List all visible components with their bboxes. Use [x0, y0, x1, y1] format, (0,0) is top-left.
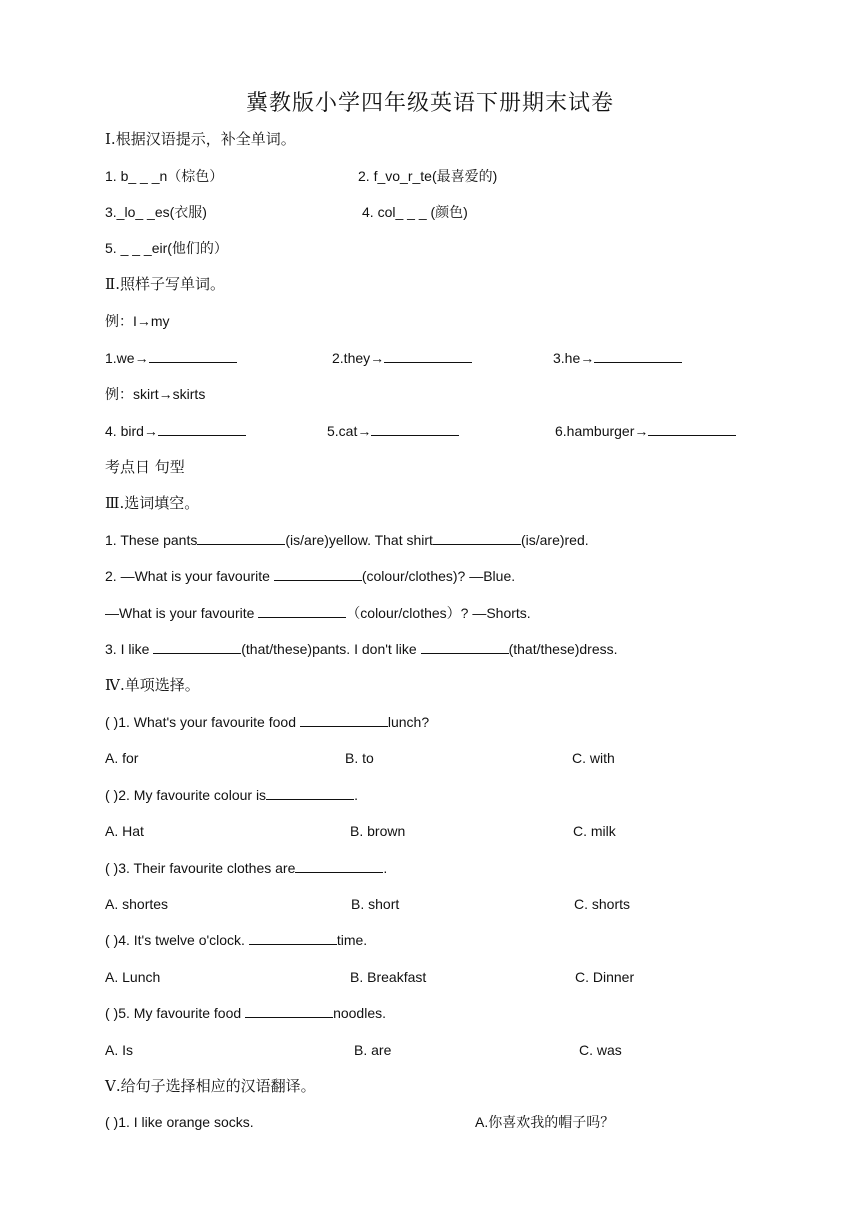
- answer-blank: [300, 712, 388, 727]
- part1-q5: 5. _ _ _eir(他们的）: [105, 240, 228, 256]
- option-a: A. Lunch: [105, 969, 161, 985]
- mc-stem-b: time.: [336, 932, 368, 948]
- section-note: 考点日 句型: [105, 458, 185, 476]
- part2-q3-label: 3.he→: [553, 350, 595, 366]
- option-b: B. brown: [350, 823, 406, 839]
- part5-a1: A.你喜欢我的帽子吗？: [475, 1114, 615, 1130]
- mc-stem-a: ( )3. Their favourite clothes are: [105, 860, 296, 876]
- option-c: C. shorts: [574, 896, 631, 912]
- answer-blank: [371, 421, 459, 436]
- part2-example1: 例：I→my: [105, 313, 170, 329]
- option-b: B. are: [354, 1042, 392, 1058]
- mc-stem-a: ( )5. My favourite food: [105, 1005, 246, 1021]
- answer-blank: [149, 348, 237, 363]
- part2-q5-label: 5.cat→: [327, 423, 372, 439]
- mc-stem-b: noodles.: [333, 1005, 386, 1021]
- part2-q6-label: 6.hamburger→: [555, 423, 649, 439]
- part3-q1-text-c: (is/are)red.: [520, 532, 589, 548]
- part1-heading: Ⅰ.根据汉语提示，补全单词。: [105, 130, 296, 148]
- mc-stem-a: ( )2. My favourite colour is: [105, 787, 267, 803]
- answer-blank: [158, 421, 246, 436]
- mc-question-5: [105, 1001, 386, 1025]
- part3-q2-second: [105, 601, 531, 625]
- mc-stem-a: ( )1. What's your favourite food: [105, 714, 300, 730]
- mc-question-2: [105, 783, 358, 807]
- part3-q3-text-a: 3. I like: [105, 641, 154, 657]
- answer-blank: [295, 858, 383, 873]
- part3-q3-text-c: (that/these)dress.: [508, 641, 618, 657]
- option-a: A. Is: [105, 1042, 134, 1058]
- mc-question-3: [105, 856, 387, 880]
- part3-q1-text-a: 1. These pants: [105, 532, 198, 548]
- answer-blank: [421, 639, 509, 654]
- option-c: C. Dinner: [575, 969, 635, 985]
- option-a: A. shortes: [105, 896, 169, 912]
- part2-q1: [105, 346, 237, 370]
- option-b: B. Breakfast: [350, 969, 427, 985]
- answer-blank: [197, 530, 285, 545]
- answer-blank: [266, 785, 354, 800]
- part2-q1-label: 1.we→: [105, 350, 149, 366]
- part2-q6: [555, 419, 736, 443]
- part5-q1: ( )1. I like orange socks.: [105, 1114, 254, 1130]
- answer-blank: [249, 930, 337, 945]
- mc-question-4: [105, 928, 367, 952]
- part3-q1: [105, 528, 589, 552]
- answer-blank: [245, 1003, 333, 1018]
- part2-q4: [105, 419, 246, 443]
- part3-q3-text-b: (that/these)pants. I don't like: [241, 641, 421, 657]
- part3-q3: [105, 637, 618, 661]
- part2-example2: 例：skirt→skirts: [105, 386, 206, 402]
- option-b: B. to: [345, 750, 374, 766]
- mc-stem-b: .: [354, 787, 358, 803]
- answer-blank: [433, 530, 521, 545]
- answer-blank: [384, 348, 472, 363]
- part2-heading: Ⅱ.照样子写单词。: [105, 275, 225, 293]
- part1-q3: 3._lo_ _es(衣服): [105, 204, 207, 220]
- part3-heading: Ⅲ.选词填空。: [105, 494, 200, 512]
- mc-question-1: [105, 710, 429, 734]
- option-c: C. was: [579, 1042, 622, 1058]
- part5-heading: Ⅴ.给句子选择相应的汉语翻译。: [105, 1077, 316, 1095]
- part3-q2: [105, 564, 515, 588]
- part2-q5: [327, 419, 459, 443]
- part1-q4: 4. col_ _ _ (颜色): [362, 204, 468, 220]
- part3-q1-text-b: (is/are)yellow. That shirt: [285, 532, 433, 548]
- answer-blank: [274, 566, 362, 581]
- part2-q2: [332, 346, 472, 370]
- part3-q2-text-c: —What is your favourite: [105, 605, 259, 621]
- part1-q1: 1. b_ _ _n（棕色）: [105, 168, 224, 184]
- page-title: 冀教版小学四年级英语下册期末试卷: [245, 91, 614, 116]
- part1-q2: 2. f_vo_r_te(最喜爱的): [358, 168, 498, 184]
- mc-stem-b: .: [383, 860, 388, 876]
- mc-stem-b: lunch?: [387, 714, 430, 730]
- part3-q2-text-b: (colour/clothes)? —Blue.: [361, 568, 516, 584]
- answer-blank: [594, 348, 682, 363]
- option-b: B. short: [351, 896, 400, 912]
- part3-q2-text-a: 2. —What is your favourite: [105, 568, 274, 584]
- mc-stem-a: ( )4. It's twelve o'clock.: [105, 932, 249, 948]
- part4-heading: Ⅳ.单项选择。: [105, 676, 200, 694]
- option-c: C. with: [572, 750, 615, 766]
- answer-blank: [153, 639, 241, 654]
- option-a: A. for: [105, 750, 139, 766]
- answer-blank: [258, 603, 346, 618]
- part2-q2-label: 2.they→: [332, 350, 385, 366]
- option-a: A. Hat: [105, 823, 144, 839]
- option-c: C. milk: [573, 823, 616, 839]
- part2-q3: [553, 346, 682, 370]
- part2-q4-label: 4. bird→: [105, 423, 158, 439]
- answer-blank: [648, 421, 736, 436]
- part3-q2-text-d: （colour/clothes）? —Shorts.: [346, 605, 531, 621]
